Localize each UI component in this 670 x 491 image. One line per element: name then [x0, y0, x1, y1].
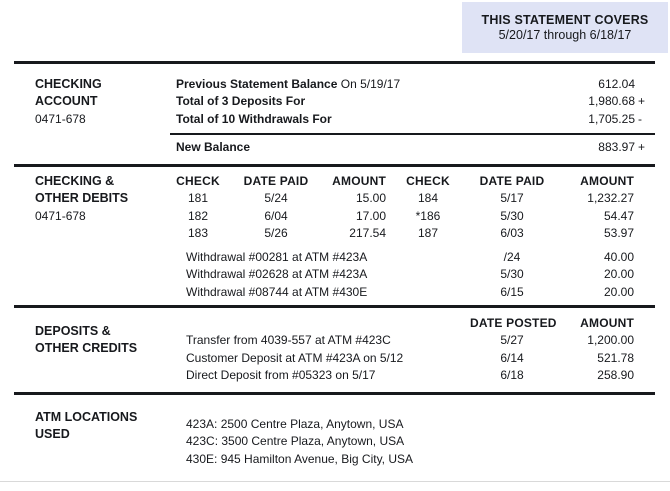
check-number: 184 — [417, 191, 439, 206]
summary-label-bold: Previous Statement Balance — [176, 77, 338, 91]
check-date-paid: 5/24 — [264, 191, 288, 206]
check-date-paid: 5/26 — [264, 225, 288, 240]
withdrawal-description: Withdrawal #02628 at ATM #423A — [186, 267, 368, 282]
check-number: 182 — [187, 208, 209, 223]
amount-sign — [635, 76, 650, 93]
summary-amount — [588, 111, 650, 128]
account-number: 0471-678 — [35, 111, 86, 126]
checks-table — [170, 173, 634, 242]
column-header-date-posted: DATE POSTED — [470, 316, 557, 330]
section-divider — [14, 61, 655, 64]
check-number: 187 — [417, 225, 439, 240]
check-amount: 15.00 — [355, 191, 386, 206]
amount-sign: + — [638, 94, 646, 109]
summary-label-bold: Total of 3 Deposits For — [176, 94, 306, 109]
summary-row-label — [176, 111, 588, 128]
deposit-date-posted: 5/27 — [500, 333, 524, 348]
new-balance-divider — [170, 133, 655, 135]
atm-location-item: 430E: 945 Hamilton Avenue, Big City, USA — [186, 451, 414, 466]
section-divider — [14, 305, 655, 308]
withdrawal-date: /24 — [503, 250, 521, 264]
deposit-amount: 1,200.00 — [587, 333, 634, 348]
check-number: *186 — [415, 208, 441, 223]
summary-amount — [598, 76, 650, 93]
amount-value: 1,980.68 — [588, 94, 635, 109]
new-balance-amount — [598, 139, 650, 156]
amount-value: 612.04 — [598, 77, 635, 91]
withdrawal-date: 5/30 — [500, 267, 524, 282]
section-divider — [14, 164, 655, 167]
column-header-date-paid: DATE PAID — [243, 174, 309, 188]
account-number: 0471-678 — [35, 208, 86, 223]
deposit-date-posted: 6/18 — [500, 367, 524, 382]
deposit-description: Customer Deposit at ATM #423A on 5/12 — [186, 350, 404, 365]
withdrawal-description: Withdrawal #08744 at ATM #430E — [186, 284, 368, 299]
withdrawal-description: Withdrawal #00281 at ATM #423A — [186, 250, 368, 264]
check-number: 181 — [187, 191, 209, 206]
check-date-paid: 5/17 — [500, 191, 524, 206]
check-number: 183 — [187, 225, 209, 240]
amount-value: 1,705.25 — [588, 111, 635, 126]
atm-locations-list — [186, 416, 413, 468]
withdrawal-amount: 20.00 — [603, 267, 634, 282]
deposit-description: Transfer from 4039-557 at ATM #423C — [186, 333, 391, 348]
check-date-paid: 6/04 — [264, 208, 288, 223]
deposit-description: Direct Deposit from #05323 on 5/17 — [186, 367, 376, 382]
column-header-amount: AMOUNT — [332, 174, 386, 188]
new-balance-label: New Balance — [176, 140, 251, 154]
column-header-check: CHECK — [176, 174, 220, 188]
summary-row — [176, 93, 650, 110]
section-title-line: USED — [35, 427, 70, 442]
amount-value: 883.97 — [598, 140, 635, 154]
check-amount: 53.97 — [603, 225, 634, 240]
check-amount: 1,232.27 — [587, 191, 634, 206]
check-date-paid: 6/03 — [500, 225, 524, 240]
withdrawals-table — [170, 249, 634, 301]
section-title-line: CHECKING & — [35, 174, 115, 188]
atm-locations-section-label — [35, 409, 137, 444]
section-title-line: OTHER CREDITS — [35, 341, 138, 356]
amount-sign: + — [638, 140, 646, 154]
section-title-line: ATM LOCATIONS — [35, 410, 138, 424]
deposits-table — [170, 315, 634, 384]
balance-summary — [176, 76, 650, 128]
deposit-date-posted: 6/14 — [500, 350, 524, 365]
statement-period-box — [462, 2, 668, 53]
atm-location-item: 423C: 3500 Centre Plaza, Anytown, USA — [186, 434, 405, 449]
check-date-paid: 5/30 — [500, 208, 524, 223]
section-title-line: DEPOSITS & — [35, 324, 111, 338]
summary-row — [176, 139, 650, 156]
withdrawal-date: 6/15 — [500, 284, 524, 299]
check-amount: 54.47 — [603, 208, 634, 223]
column-header-amount: AMOUNT — [580, 174, 634, 188]
column-header-date-paid: DATE PAID — [479, 174, 545, 188]
summary-label-date: On 5/19/17 — [340, 77, 401, 91]
deposit-amount: 258.90 — [597, 367, 634, 382]
page-bottom-edge — [0, 481, 670, 482]
column-header-check: CHECK — [406, 174, 450, 188]
atm-location-item: 423A: 2500 Centre Plaza, Anytown, USA — [186, 417, 404, 431]
deposit-amount: 521.78 — [597, 350, 634, 365]
summary-row — [176, 111, 650, 128]
summary-label-bold: Total of 10 Withdrawals For — [176, 111, 332, 126]
summary-row — [176, 76, 650, 93]
column-header-amount: AMOUNT — [580, 316, 634, 330]
checking-account-section-label — [35, 76, 102, 128]
section-divider — [14, 392, 655, 395]
section-title-line: OTHER DEBITS — [35, 191, 129, 206]
summary-row-label — [176, 93, 588, 110]
section-title-line: CHECKING — [35, 77, 102, 91]
summary-amount — [588, 93, 650, 110]
statement-period-range: 5/20/17 through 6/18/17 — [498, 28, 632, 42]
debits-section-label — [35, 173, 128, 225]
summary-row-label — [176, 76, 598, 93]
section-title-line: ACCOUNT — [35, 94, 98, 109]
check-amount: 17.00 — [355, 208, 386, 223]
statement-period-title: THIS STATEMENT COVERS — [481, 13, 649, 27]
check-amount: 217.54 — [349, 225, 386, 240]
new-balance-row — [176, 139, 650, 156]
withdrawal-amount: 20.00 — [603, 284, 634, 299]
amount-sign: - — [638, 111, 642, 126]
withdrawal-amount: 40.00 — [603, 250, 634, 264]
credits-section-label — [35, 323, 137, 358]
